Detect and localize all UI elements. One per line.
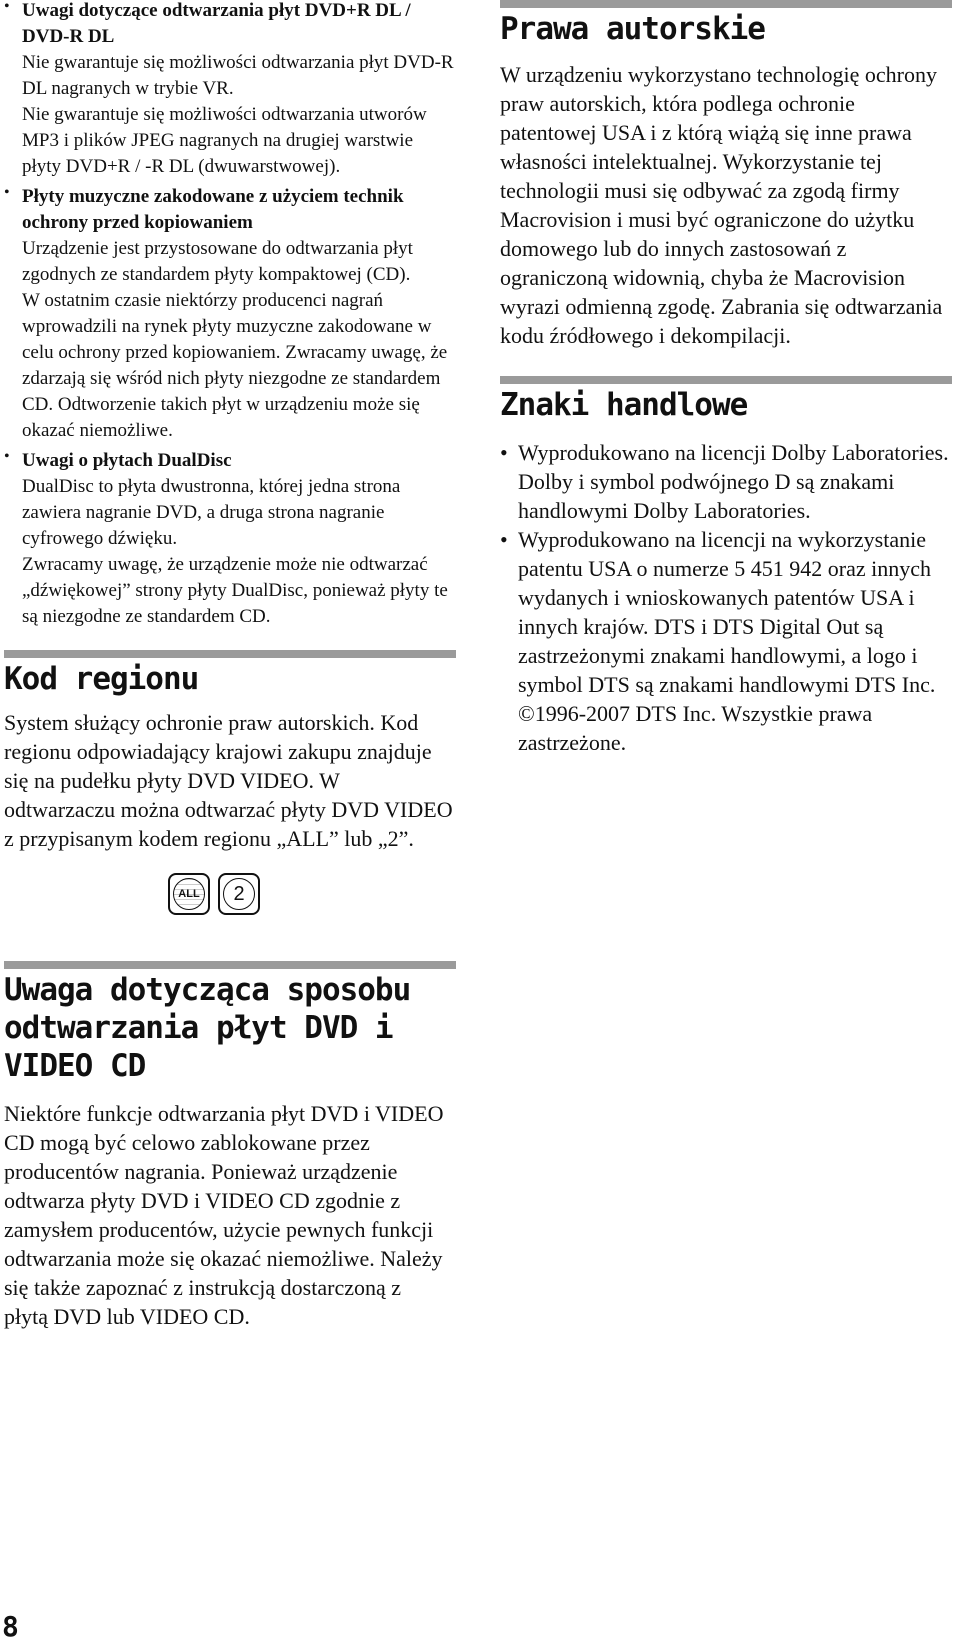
region-all-label: ALL	[173, 878, 205, 910]
region-code-text: System służący ochronie praw autorskich. Kod regionu odpowiadający krajowi zakupu znajduje się na pudełku płyty DVD VIDEO. W odtwarzaczu można odtwarzać płyty DVD VIDEO z przypisanym kodem regionu „ALL” lub „2”.	[4, 710, 453, 851]
dolby-line-1: • Wyprodukowano na licencji Dolby Laboratories.	[518, 440, 949, 465]
section-divider	[4, 650, 456, 658]
copyright-heading: Prawa autorskie	[500, 11, 765, 47]
region-2-label: 2	[223, 878, 255, 910]
left-column	[4, 0, 456, 1331]
trademark-item-dolby	[500, 438, 952, 525]
dvd-dl-title: • Uwagi dotyczące odtwarzania płyt DVD+R DL / DVD-R DL	[22, 0, 411, 47]
copy-protection-paragraph-1: Urządzenie jest przystosowane do odtwarzania płyt zgodnych ze standardem płyty kompaktowej (CD).	[22, 238, 413, 285]
region-code-icons	[168, 873, 456, 915]
dualdisc-paragraph-1: DualDisc to płyta dwustronna, której jedna strona zawiera nagranie DVD, a druga strona nagranie cyfrowego dźwięku.	[22, 476, 401, 549]
playback-note-heading: Uwaga dotycząca sposobu odtwarzania płyt DVD i VIDEO CD	[4, 972, 411, 1084]
dvd-dl-paragraph-1: Nie gwarantuje się możliwości odtwarzania płyt DVD-R DL nagranych w trybie VR.	[22, 52, 454, 99]
page-number: 8	[2, 1610, 19, 1643]
region-all-icon	[168, 873, 210, 915]
right-column	[500, 0, 952, 757]
dts-text: • Wyprodukowano na licencji na wykorzystanie patentu USA o numerze 5 451 942 oraz innych wydanych i wnioskowanych patentów USA i innych krajów. DTS i DTS Digital Out są zastrzeżonymi znakami handlowymi, a logo i symbol DTS są znakami handlowymi DTS Inc. ©1996-2007 DTS Inc. Wszystkie prawa zastrzeżone.	[518, 527, 936, 755]
dualdisc-title: • Uwagi o płytach DualDisc	[22, 450, 232, 471]
trademarks-heading: Znaki handlowe	[500, 387, 748, 423]
region-2-icon	[218, 873, 260, 915]
trademark-item-dts	[500, 525, 952, 757]
playback-note-text: Niektóre funkcje odtwarzania płyt DVD i VIDEO CD mogą być celowo zablokowane przez producentów nagrania. Ponieważ urządzenie odtwarza płyty DVD i VIDEO CD zgodnie z zamysłem producentów, użycie pewnych funkcji odtwarzania może się okazać niemożliwe. Należy się także zapoznać z instrukcją dostarczoną z płytą DVD lub VIDEO CD.	[4, 1101, 444, 1329]
dualdisc-paragraph-2: Zwracamy uwagę, że urządzenie może nie odtwarzać „dźwiękowej” strony płyty DualDisc, ponieważ płyty te są niezgodne ze standardem CD.	[22, 554, 448, 627]
copy-protection-title: • Płyty muzyczne zakodowane z użyciem technik ochrony przed kopiowaniem	[22, 186, 404, 233]
copy-protection-paragraph-2: W ostatnim czasie niektórzy producenci nagrań wprowadzili na rynek płyty muzyczne zakodowane w celu ochrony przed kopiowaniem. Zwracamy uwagę, że zdarzają się wśród nich płyty niezgodne ze standardem CD. Odtworzenie takich płyt w urządzeniu może się okazać niemożliwe.	[22, 290, 448, 441]
section-divider	[500, 376, 952, 384]
copy-protection-note	[4, 184, 456, 444]
section-divider	[4, 961, 456, 969]
copyright-text: W urządzeniu wykorzystano technologię ochrony praw autorskich, która podlega ochronie patentowej USA i z którą wiążą się inne prawa własności intelektualnej. Wykorzystanie tej technologii musi się odbywać za zgodą firmy Macrovision i musi być ograniczone do użytku domowego lub do innych zastosowań z ograniczoną widownią, chyba że Macrovision wyrazi odmienną zgodę. Zabrania się odtwarzania kodu źródłowego i dekompilacji.	[500, 62, 943, 348]
dvd-dl-note	[4, 0, 456, 180]
dolby-line-2: Dolby i symbol podwójnego D są znakami handlowymi Dolby Laboratories.	[518, 469, 895, 523]
section-divider	[500, 0, 952, 8]
dvd-dl-paragraph-2: Nie gwarantuje się możliwości odtwarzania utworów MP3 i plików JPEG nagranych na drugiej warstwie płyty DVD+R / -R DL (dwuwarstwowej).	[22, 104, 427, 177]
region-code-heading: Kod regionu	[4, 661, 199, 697]
dualdisc-note	[4, 448, 456, 630]
